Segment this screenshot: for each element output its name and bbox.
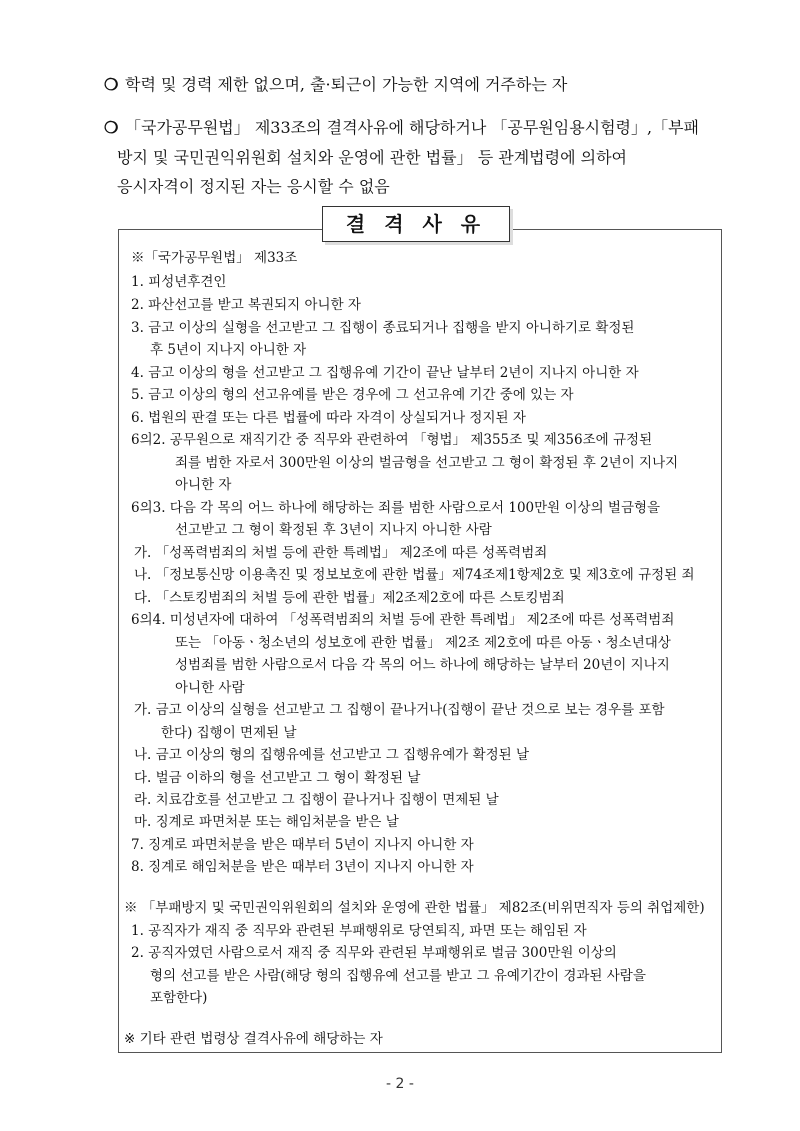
box-line: 라. 치료감호를 선고받고 그 집행이 끝나거나 집행이 면제된 날 [134,792,499,808]
box-line: 형의 선고를 받은 사람(해당 형의 집행유예 선고를 받고 그 유예기간이 경과된 사람을 [150,968,646,984]
bullet-text-line1: 「국가공무원법」 제33조의 결격사유에 해당하거나 「공무원임용시험령」,「부패 [125,118,700,137]
box-line: 6의3. 다음 각 목의 어느 하나에 해당하는 죄를 범한 사람으로서 100만원 이상의 벌금형을 [131,500,661,516]
box-line: 아니한 사람 [175,680,245,696]
box-line: ※「국가공무원법」 제33조 [131,250,298,266]
box-line: 3. 금고 이상의 실형을 선고받고 그 집행이 종료되거나 집행을 받지 아니하기로 확정된 [131,320,635,336]
bullet-text-line3: 응시자격이 정지된 자는 응시할 수 없음 [117,177,390,196]
box-line: 8. 징계로 해임처분을 받은 때부터 3년이 지나지 아니한 자 [131,859,474,875]
box-line: 후 5년이 지나지 아니한 자 [150,342,307,358]
bullet-item-eligibility [104,70,567,100]
box-line: 4. 금고 이상의 형을 선고받고 그 집행유예 기간이 끝난 날부터 2년이 지나지 아니한 자 [131,365,639,381]
box-line: 선고받고 그 형이 확정된 후 3년이 지나지 아니한 사람 [175,522,492,538]
box-line: 나. 「정보통신망 이용촉진 및 정보보호에 관한 법률」제74조제1항제2호 및 제3호에 규정된 죄 [134,567,695,583]
bullet-text-line2: 방지 및 국민권익위원회 설치와 운영에 관한 법률」 등 관계법령에 의하여 [117,148,627,167]
box-line: 가. 금고 이상의 실형을 선고받고 그 집행이 끝나거나(집행이 끝난 것으로 보는 경우를 포함 [134,702,665,718]
box-line: 성범죄를 범한 사람으로서 다음 각 목의 어느 하나에 해당하는 날부터 20년이 지나지 [175,657,670,673]
page-number: - 2 - [386,1076,414,1092]
box-line: ※ 기타 관련 법령상 결격사유에 해당하는 자 [124,1031,383,1047]
circle-bullet-icon: ❍ [104,118,119,137]
box-line: 6의4. 미성년자에 대하여 「성폭력범죄의 처벌 등에 관한 특례법」 제2조에 따른 성폭력범죄 [131,612,675,628]
box-line: 한다) 집행이 면제된 날 [161,725,297,741]
box-line: 1. 공직자가 재직 중 직무와 관련된 부패행위로 당연퇴직, 파면 또는 해임된 자 [131,923,587,939]
bullet-item-disqualification [104,113,724,142]
box-line: 아니한 자 [175,477,232,493]
circle-bullet-icon: ❍ [104,75,119,94]
box-line: 2. 공직자였던 사람으로서 재직 중 직무와 관련된 부패행위로 벌금 300만원 이상의 [131,945,617,961]
box-line: 마. 징계로 파면처분 또는 해임처분을 받은 날 [134,814,399,830]
section-title: 결 격 사 유 [322,206,510,242]
box-line: 나. 금고 이상의 형의 집행유예를 선고받고 그 집행유예가 확정된 날 [134,747,530,763]
box-line: 죄를 범한 자로서 300만원 이상의 벌금형을 선고받고 그 형이 확정된 후 2년이 지나지 [175,455,679,471]
box-line: 또는 「아동ㆍ청소년의 성보호에 관한 법률」 제2조 제2호에 따른 아동ㆍ청소년대상 [175,635,671,651]
box-line: 7. 징계로 파면처분을 받은 때부터 5년이 지나지 아니한 자 [131,837,474,853]
box-line: ※ 「부패방지 및 국민권익위원회의 설치와 운영에 관한 법률」 제82조(비위면직자 등의 취업제한) [124,900,705,916]
box-line: 6. 법원의 판결 또는 다른 법률에 따라 자격이 상실되거나 정지된 자 [131,410,526,426]
box-line: 5. 금고 이상의 형의 선고유예를 받은 경우에 그 선고유예 기간 중에 있는 자 [131,387,574,403]
box-line: 포함한다) [150,990,208,1006]
box-line: 다. 벌금 이하의 형을 선고받고 그 형이 확정된 날 [134,770,421,786]
box-line: 다. 「스토킹범죄의 처벌 등에 관한 법률」제2조제2호에 따른 스토킹범죄 [134,590,565,606]
bullet-text: 학력 및 경력 제한 없으며, 출·퇴근이 가능한 지역에 거주하는 자 [125,75,568,94]
box-line: 가. 「성폭력범죄의 처벌 등에 관한 특례법」 제2조에 따른 성폭력범죄 [134,545,548,561]
box-line: 1. 피성년후견인 [131,274,227,290]
box-line: 6의2. 공무원으로 재직기간 중 직무와 관련하여 「형법」 제355조 및 제356조에 규정된 [131,432,653,448]
box-line: 2. 파산선고를 받고 복권되지 아니한 자 [131,297,361,313]
